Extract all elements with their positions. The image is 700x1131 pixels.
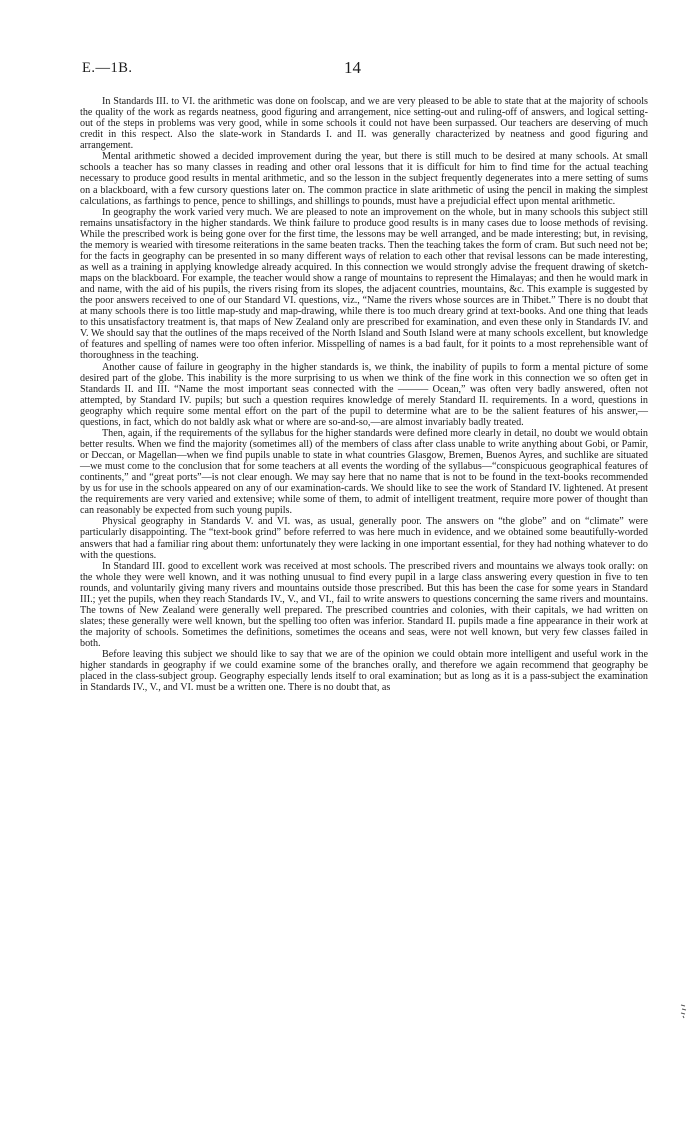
document-reference: E.—1B. — [82, 60, 133, 76]
page-header — [80, 60, 648, 96]
paragraph-oral-examination: Before leaving this subject we should like to say that we are of the opinion we could obtain more intelligent and useful work in the higher standards in geography if we could examine some of the branches orally, and therefore we again recommend that geography be placed in the class-subject group. Geography especially lends itself to oral examination; but as long as it is a pass-subject the examination in Standards IV., V., and VI. must be a written one. There is no doubt that, as — [80, 649, 648, 694]
paragraph-arithmetic-foolscap: In Standards III. to VI. the arithmetic was done on foolscap, and we are very pleased to be able to state that at the majority of schools the quality of the work as regards neatness, good figuring and arrangement, nice setting-out and ruling-off of answers, and logical setting-out of the steps in problems was very good, while in some schools it could not have been surpassed. Our teachers are deserving of much credit in this respect. Also the slate-work in Standards I. and II. was generally characterized by neatness and good figuring and arrangement. — [80, 96, 648, 152]
paragraph-geography-mental-picture: Another cause of failure in geography in the higher standards is, we think, the inability of pupils to form a mental picture of some desired part of the globe. This inability is the more surprising to us when we think of the fine work in this connection we so often get in Standards II. and III. “Name the most important seas connected with the ——— Ocean,” was often very badly answered, often not attempted, by Standard IV. pupils; but such a question requires knowledge of merely Standard II. requirements. In a word, questions in geography which require some mental effort on the part of the pupil to determine what are to be the salient features of his answer,—questions, in fact, which do not baldly ask what or where are so-and-so,—are almost invariably badly treated. — [80, 361, 648, 428]
paragraph-geography-revising: In geography the work varied very much. We are pleased to note an improvement on the whole, but in many schools this subject still remains unsatisfactory in the higher standards. We think failure to produce good results is in many cases due to loose methods of revising. While the prescribed work is being gone over for the first time, the lessons may be well arranged, and be made interesting; but, in revising, the memory is wearied with tiresome reiterations in the same beaten tracks. Then the teaching takes the form of cram. But such need not be; for the facts in geography can be presented in so many different ways of relation to each other that revisal lessons can be made interesting, as well as a training in applying knowledge already acquired. In this connection we would strongly advise the frequent drawing of sketch-maps on the blackboard. For example, the teacher would show a range of mountains to represent the Himalayas; and then he would mark in and name, with the aid of his pupils, the rivers rising from its slopes, the adjacent countries, mountains, &c. This example is suggested by the poor answers received to one of our Standard VI. questions, viz., “Name the rivers whose sources are in Thibet.” There is no doubt that at many schools there is too little map-study and map-drawing, while there is too much dreary grind at text-books. And one thing that leads to this unsatisfactory treatment is, that maps of New Zealand only are prescribed for examination, and even these only in Standards IV. and V. We should say that the outlines of the maps received of the North Island and South Island were at many schools excellent, but knowledge of features and spelling of names were too often inferior. Misspelling of names is a bad fault, for it points to a most reprehensible want of thoroughness in the teaching. — [80, 206, 648, 362]
body-text — [80, 96, 648, 693]
margin-mark-icon — [680, 1003, 688, 1019]
paragraph-physical-geography: Physical geography in Standards V. and VI. was, as usual, generally poor. The answers on “the globe” and on “climate” were particularly disappointing. The “text-book grind” before referred to was here much in evidence, and we obtained some beautifully-worded answers that had a familiar ring about them: unfortunately they were lacking in one important essential, for they had nothing whatever to do with the questions. — [80, 516, 648, 561]
paragraph-standard-three: In Standard III. good to excellent work was received at most schools. The prescribed rivers and mountains we always took orally: on the whole they were well known, and it was nothing unusual to find every pupil in a large class answering every question in five to ten rounds, and voluntarily giving many rivers and mountains outside those prescribed. But this has been the case for some years in Standard III.; yet the pupils, when they reach Standards IV., V., and VI., fail to write answers to questions concerning the same rivers and mountains. The towns of New Zealand were generally well prepared. The prescribed countries and colonies, with their capitals, we had written on slates; these generally were well known, but the spelling too often was inferior. Standard II. pupils made a fine appearance in their work at the majority of schools. Sometimes the definitions, sometimes the oceans and seas, were not well known, but very few classes failed in both. — [80, 560, 648, 650]
page-number: 14 — [344, 58, 361, 77]
paragraph-mental-arithmetic: Mental arithmetic showed a decided improvement during the year, but there is still much to be desired at many schools. At small schools a teacher has so many classes in reading and other oral lessons that it is difficult for him to find time for the actual teaching necessary to produce good results in mental arithmetic, and so the lesson in the subject frequently degenerates into a mere setting of sums on a blackboard, with a few cursory questions later on. The common practice in slate arithmetic of using the pencil in making the simplest calculations, as farthings to pence, pence to shillings, and shillings to pounds, must have a prejudicial effect upon mental arithmetic. — [80, 151, 648, 207]
paragraph-syllabus-requirements: Then, again, if the requirements of the syllabus for the higher standards were defined more clearly in detail, no doubt we would obtain better results. When we find the majority (sometimes all) of the members of class after class unable to write anything about Gobi, or Pamir, or Deccan, or Magellan—when we find pupils unable to state in what countries Glasgow, Bremen, Buenos Ayres, and suchlike are situated—we must come to the conclusion that for some teachers at all events the wording of the syllabus—“conspicuous geographical features of continents,” and “great ports”—is not clear enough. We may say here that no name that is not to be found in the text-books recommended by us for use in the schools appeared on any of our examination-cards. We should like to see the work of Standard IV. lightened. At present the requirements are very varied and extensive; while some of them, to admit of intelligent treatment, require more power of thought than can reasonably be expected from such young pupils. — [80, 427, 648, 517]
